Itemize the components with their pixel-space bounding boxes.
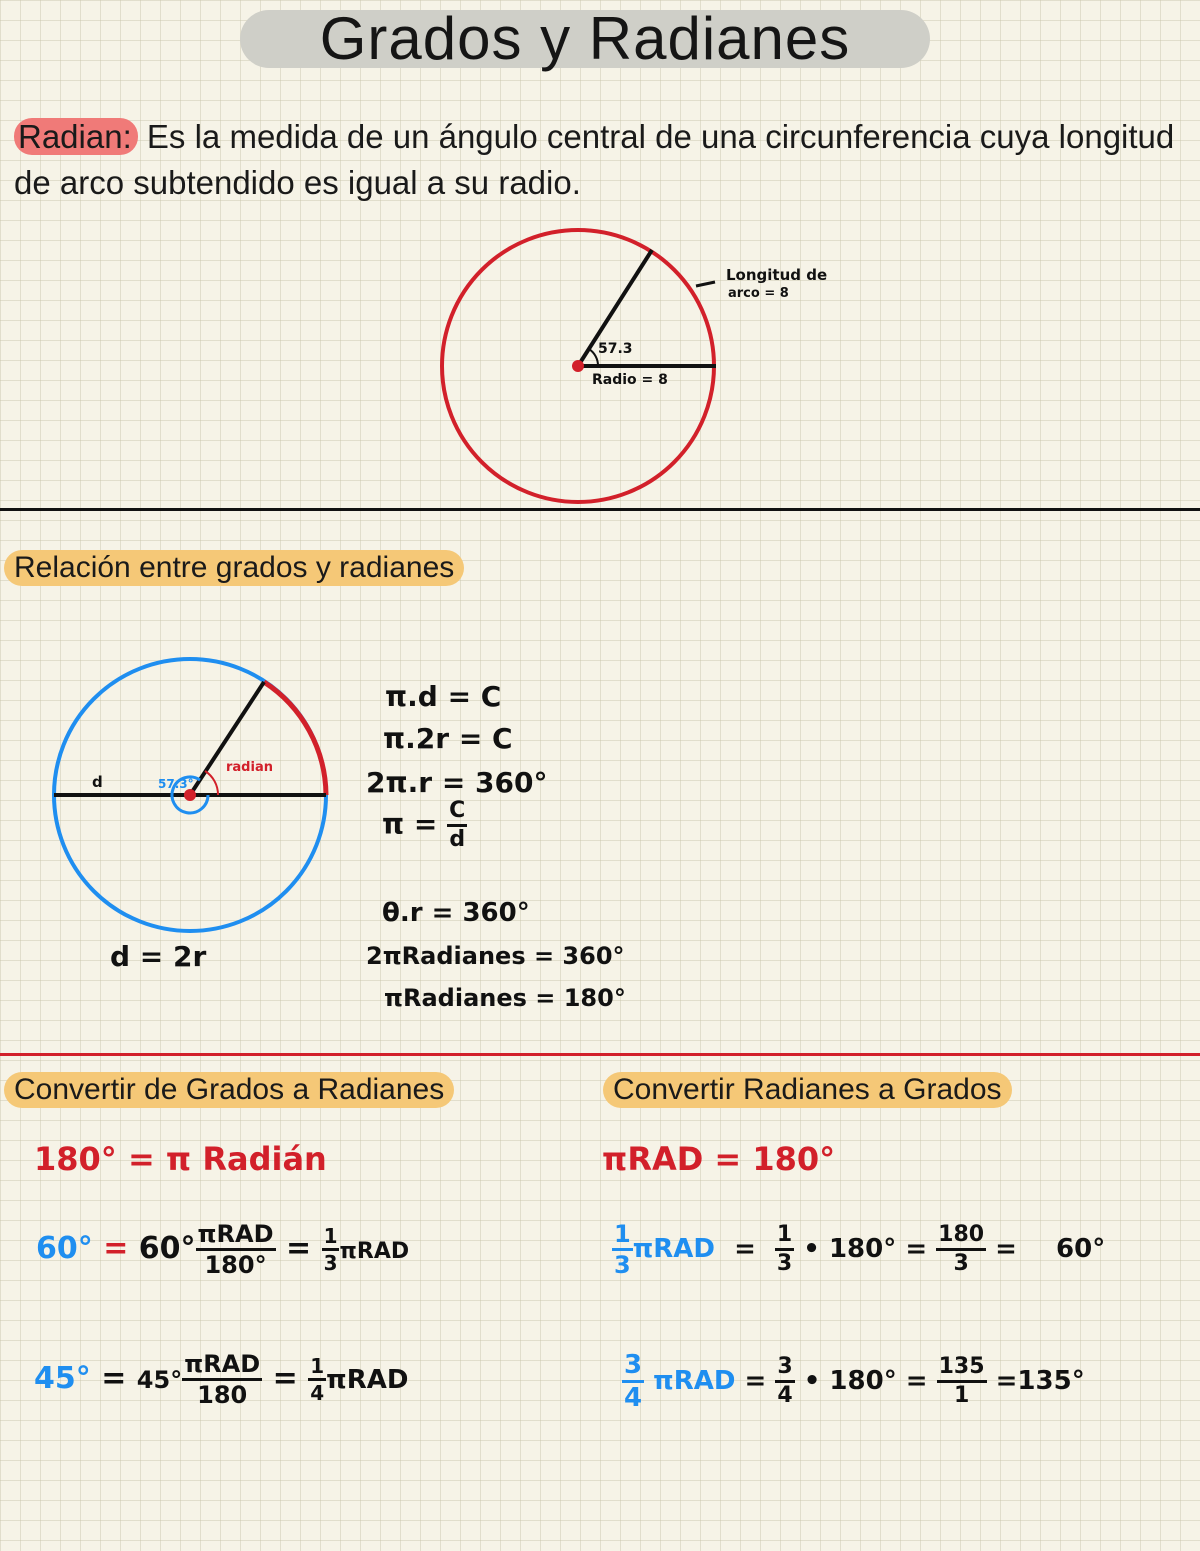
- radian-definition-diagram: [430, 220, 850, 510]
- equals-sign: =: [734, 1234, 756, 1264]
- arc-pointer: [696, 282, 715, 286]
- arc-length-label-1: Longitud de: [726, 266, 828, 284]
- fraction-denominator: 180: [197, 1381, 248, 1409]
- rad-to-deg-heading: Convertir Radianes a Grados: [603, 1072, 1012, 1108]
- equation-2: π.2r = C: [383, 722, 513, 755]
- fraction-denominator: 3: [323, 1251, 338, 1275]
- fraction-denominator: 3: [614, 1251, 631, 1279]
- example-1-fraction: [196, 1222, 276, 1277]
- relation-heading: Relación entre grados y radianes: [4, 550, 464, 586]
- example-2-result-unit: πRAD: [326, 1365, 409, 1395]
- example-1-result: 60°: [1056, 1234, 1106, 1264]
- example-1-degrees: 60°: [36, 1231, 93, 1266]
- example-2-coefficient: 45°: [136, 1366, 183, 1394]
- relation-diagram: [40, 645, 350, 945]
- full-angle-label: 57.3°: [158, 777, 194, 791]
- fraction-denominator: d: [449, 827, 466, 852]
- example-2-degrees: 45°: [34, 1361, 91, 1396]
- example-2-radian-unit: πRAD: [653, 1366, 736, 1396]
- definition: [14, 114, 1190, 206]
- example-1-result-fraction: [936, 1224, 986, 1275]
- fraction-denominator: 3: [953, 1251, 969, 1276]
- equals-sign: =: [101, 1361, 127, 1396]
- diameter-equation: d = 2r: [110, 940, 207, 973]
- radian-label: radian: [226, 760, 273, 775]
- fraction-numerator: πRAD: [182, 1352, 262, 1381]
- rad-to-deg-base: πRAD = 180°: [602, 1140, 836, 1178]
- title-banner: [240, 5, 930, 72]
- equals-sign: =: [103, 1231, 129, 1266]
- fraction-numerator: 1: [775, 1224, 794, 1251]
- equation-5: θ.r = 360°: [382, 898, 530, 928]
- equals-sign: =: [272, 1361, 298, 1396]
- radian-arc: [264, 682, 326, 795]
- example-2-radian-fraction: [622, 1352, 644, 1411]
- fraction-denominator: 4: [310, 1381, 325, 1405]
- arc-length-label-2: arco = 8: [728, 286, 789, 301]
- example-1-radian-fraction: [612, 1222, 633, 1277]
- example-2-fraction: [182, 1352, 262, 1407]
- example-2-result-fraction: [308, 1356, 326, 1403]
- equation-3: 2π.r = 360°: [366, 766, 548, 799]
- equation-7: πRadianes = 180°: [384, 984, 626, 1012]
- equals-sign: =: [744, 1366, 767, 1396]
- fraction-numerator: 3: [775, 1356, 794, 1383]
- section-divider-red: [0, 1053, 1200, 1056]
- example-2-result-fraction: [937, 1356, 987, 1407]
- deg-to-rad-example-1: [36, 1222, 409, 1277]
- deg-to-rad-base: 180° = π Radián: [34, 1140, 327, 1178]
- fraction-numerator: 135: [937, 1356, 987, 1383]
- equals-sign: =: [995, 1366, 1018, 1396]
- rad-to-deg-example-1: [612, 1222, 1105, 1277]
- diameter-label: d: [92, 773, 103, 791]
- example-1-factor-fraction: [775, 1224, 794, 1275]
- fraction-numerator: 180: [936, 1224, 986, 1251]
- radian-angle-arc: [205, 771, 218, 795]
- fraction-numerator: C: [447, 800, 467, 827]
- fraction-numerator: 1: [322, 1226, 340, 1251]
- definition-term: Radian:: [14, 118, 138, 155]
- example-1-radian-unit: πRAD: [632, 1234, 715, 1264]
- center-point: [572, 360, 584, 372]
- example-1-result-fraction: [322, 1226, 340, 1273]
- example-2-result: 135°: [1017, 1366, 1085, 1396]
- example-2-factor-fraction: [775, 1356, 794, 1407]
- equals-sign: =: [905, 1234, 928, 1264]
- c-over-d-fraction: [447, 800, 467, 851]
- example-1-coefficient: 60°: [138, 1231, 196, 1266]
- fraction-denominator: 180°: [204, 1251, 267, 1279]
- fraction-denominator: 4: [777, 1383, 793, 1408]
- rad-to-deg-example-2: [622, 1352, 1085, 1411]
- equation-4: [382, 800, 467, 851]
- radius-line: [190, 682, 264, 795]
- fraction-numerator: 3: [622, 1352, 644, 1383]
- definition-text: Es la medida de un ángulo central de una circunferencia cuya longitud de arco subtendido es igual a su radio.: [14, 118, 1175, 201]
- fraction-denominator: 1: [953, 1383, 970, 1408]
- fraction-numerator: πRAD: [196, 1222, 276, 1251]
- angle-arc: [589, 349, 598, 366]
- example-1-result-unit: πRAD: [339, 1239, 410, 1264]
- section-divider-black: [0, 508, 1200, 511]
- fraction-denominator: 4: [624, 1383, 643, 1413]
- example-2-multiplier: • 180°: [803, 1366, 897, 1396]
- fraction-numerator: 1: [308, 1356, 326, 1381]
- radius-label: Radio = 8: [592, 372, 668, 388]
- example-1-multiplier: • 180°: [803, 1234, 897, 1264]
- equals-sign: =: [995, 1234, 1017, 1264]
- deg-to-rad-example-2: [34, 1352, 408, 1407]
- fraction-numerator: 1: [612, 1222, 633, 1251]
- deg-to-rad-heading: Convertir de Grados a Radianes: [4, 1072, 454, 1108]
- equals-sign: =: [905, 1366, 928, 1396]
- equals-sign: =: [285, 1231, 312, 1266]
- page-title: Grados y Radianes: [319, 5, 851, 72]
- equation-1: π.d = C: [385, 680, 502, 713]
- angle-label: 57.3: [598, 341, 633, 357]
- fraction-denominator: 3: [776, 1251, 793, 1276]
- equation-4-lhs: π =: [382, 807, 438, 841]
- equation-6: 2πRadianes = 360°: [366, 942, 625, 970]
